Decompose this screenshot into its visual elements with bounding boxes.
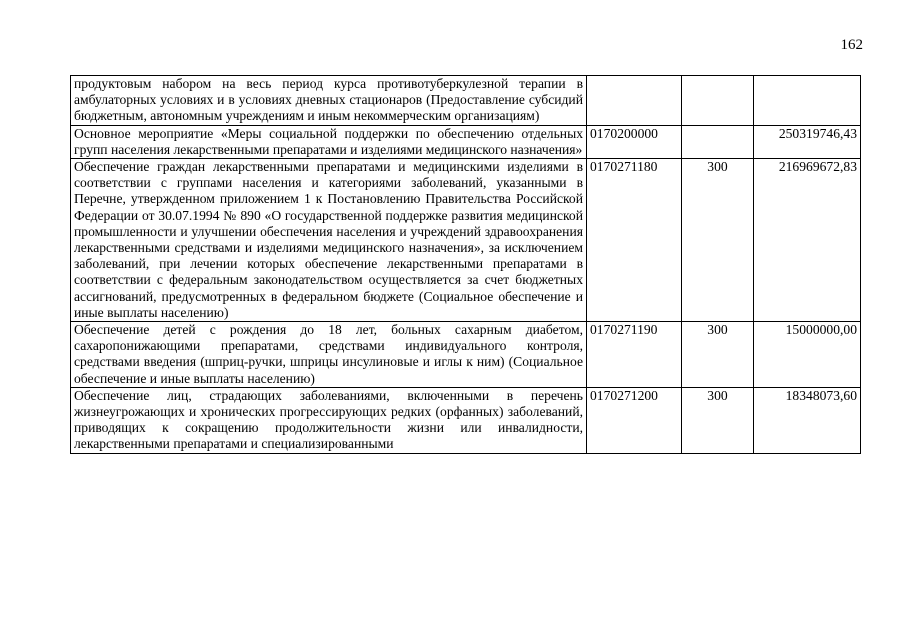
table-row [71,76,861,126]
row-target-code: 0170271190 [587,322,682,388]
table-row [71,322,861,388]
page-number: 162 [840,37,863,53]
row-target-code: 0170200000 [587,125,682,158]
budget-table [70,75,861,454]
table-row [71,159,861,322]
row-expense-kind: 300 [682,322,754,388]
row-target-code [587,76,682,126]
row-amount: 216969672,83 [754,159,861,322]
row-description: Обеспечение граждан лекарственными препаратами и медицинскими изделиями в соответствии с группами населения и категориями заболеваний, указанными в Перечне, утвержденном приложением 1 к Постановлению Правительства Российской Федерации от 30.07.1994 № 890 «О государственной поддержке развития медицинской промышленности и улучшении обеспечения населения и учреждений здравоохранения лекарственными средствами и изделиями медицинского назначения», за исключением заболеваний, при лечении которых обеспечение лекарственными препаратами в соответствии с федеральным законодательством осуществляется за счет бюджетных ассигнований, предусмотренных в федеральном бюджете (Социальное обеспечение и иные выплаты населению) [71,159,587,322]
table-row [71,125,861,158]
row-amount [754,76,861,126]
row-amount: 18348073,60 [754,387,861,453]
row-target-code: 0170271180 [587,159,682,322]
row-expense-kind [682,76,754,126]
row-description: Обеспечение детей с рождения до 18 лет, больных сахарным диабетом, сахаропонижающими препаратами, средствами индивидуального контроля, средствами введения (шприц-ручки, шприцы инсулиновые и иглы к ним) (Социальное обеспечение и иные выплаты населению) [71,322,587,388]
row-amount: 250319746,43 [754,125,861,158]
row-description: Обеспечение лиц, страдающих заболеваниями, включенными в перечень жизнеугрожающих и хронических прогрессирующих редких (орфанных) заболеваний, приводящих к сокращению продолжительности жизни или инвалидности, лекарственными препаратами и специализированными [71,387,587,453]
row-expense-kind: 300 [682,159,754,322]
row-description: Основное мероприятие «Меры социальной поддержки по обеспечению отдельных групп населения лекарственными препаратами и изделиями медицинского назначения» [71,125,587,158]
row-amount: 15000000,00 [754,322,861,388]
table-row [71,387,861,453]
row-target-code: 0170271200 [587,387,682,453]
row-expense-kind [682,125,754,158]
row-description: продуктовым набором на весь период курса противотуберкулезной терапии в амбулаторных условиях и в условиях дневных стационаров (Предоставление субсидий бюджетным, автономным учреждениям и иным некоммерческим организациям) [71,76,587,126]
row-expense-kind: 300 [682,387,754,453]
